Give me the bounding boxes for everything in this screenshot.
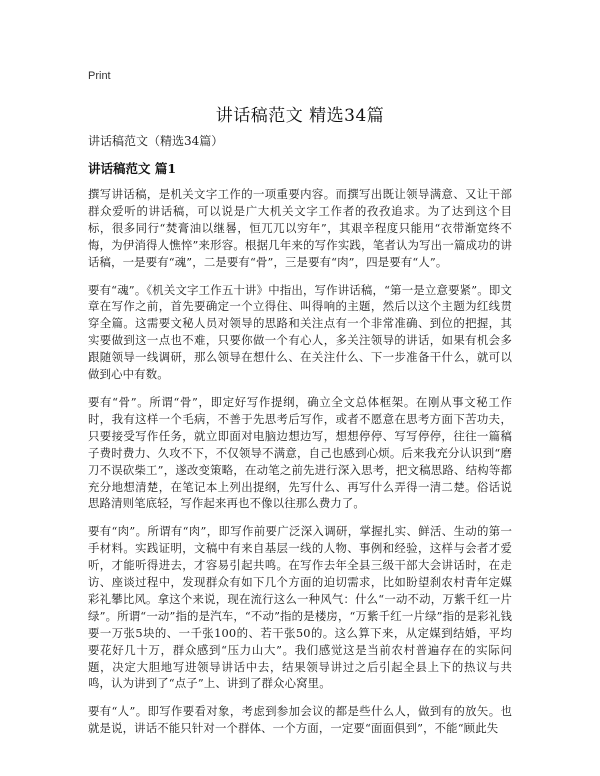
paragraph-people: 要有“人”。即写作要看对象，考虑到参加会议的都是些什么人，做到有的放矢。也就是说，讲话不能只针对一个群体、一个方面，一定要“面面俱到”，不能“顾此失 bbox=[88, 704, 512, 736]
paragraph-bone: 要有“骨”。所谓“骨”，即定好写作提纲，确立全文总体框架。在刚从事文秘工作时，我有这样一个毛病，不善于先思考后写作，或者不愿意在思考方面下苦功夫，只要接受写作任务，就立即面对电脑边想边写，想想停停、写写停停，往往一篇稿子费时费力、久攻不下，不仅领导不满意，自己也感到心烦。后来我充分认识到“磨刀不误砍柴工”，遂改变策略，在动笔之前先进行深入思考，把文稿思路、结构等都充分地想清楚，在笔记本上列出提纲，先写什么、再写什么弄得一清二楚。俗话说思路清则笔底轻，写作起来再也不像以往那么费力了。 bbox=[88, 394, 512, 511]
document-title: 讲话稿范文 精选34篇 bbox=[215, 106, 385, 126]
print-link[interactable]: Print bbox=[88, 70, 111, 82]
document-body bbox=[88, 186, 512, 748]
paragraph-soul: 要有“魂”。《机关文字工作五十讲》中指出，写作讲话稿，“第一是立意要紧”。即文章在写作之前，首先要确定一个立得住、叫得响的主题，然后以这个主题为红线贯穿全篇。这需要文秘人员对领导的思路和关注点有一个非常准确、到位的把握，其实要做到这一点也不难，只要你做一个有心人，多关注领导的讲话，如果有机会多跟随领导一线调研，那么领导在想什么、在关注什么、下一步准备干什么，就可以做到心中有数。 bbox=[88, 282, 512, 382]
document-subtitle: 讲话稿范文（精选34篇） bbox=[88, 134, 224, 148]
section-heading: 讲话稿范文 篇1 bbox=[88, 161, 177, 176]
paragraph-intro: 撰写讲话稿，是机关文字工作的一项重要内容。而撰写出既让领导满意、又让干部群众爱听的讲话稿，可以说是广大机关文字工作者的孜孜追求。为了达到这个目标，很多同行“焚膏油以继晷，恒兀兀以穷年”，其艰辛程度只能用“衣带渐宽终不悔，为伊消得人憔悴”来形容。根据几年来的写作实践，笔者认为写出一篇成功的讲话稿，一是要有“魂”，二是要有“骨”，三是要有“肉”，四是要有“人”。 bbox=[88, 187, 512, 269]
paragraph-flesh: 要有“肉”。所谓有“肉”，即写作前要广泛深入调研，掌握扎实、鲜活、生动的第一手材料。实践证明，文稿中有来自基层一线的人物、事例和经验，这样与会者才爱听，才能听得进去，才容易引起共鸣。在写作去年全县三级干部大会讲话时，在走访、座谈过程中，发现群众有如下几个方面的迫切需求，比如盼望刹农村青年定媒彩礼攀比风。拿这个来说，现在流行这么一种风气：什么“一动不动，万紫千红一片绿”。所谓“一动”指的是汽车，“不动”指的是楼房，“万紫千红一片绿”指的是彩礼钱要一万张5块的、一千张100的、若干张50的。这么算下来，从定媒到结婚，平均要花好几十万，群众感到“压力山大”。我们感觉这是当前农村普遍存在的实际问题，决定大胆地写进领导讲话中去，结果领导讲过之后引起全县上下的热议与共鸣，认为讲到了“点子”上、讲到了群众心窝里。 bbox=[88, 524, 512, 691]
